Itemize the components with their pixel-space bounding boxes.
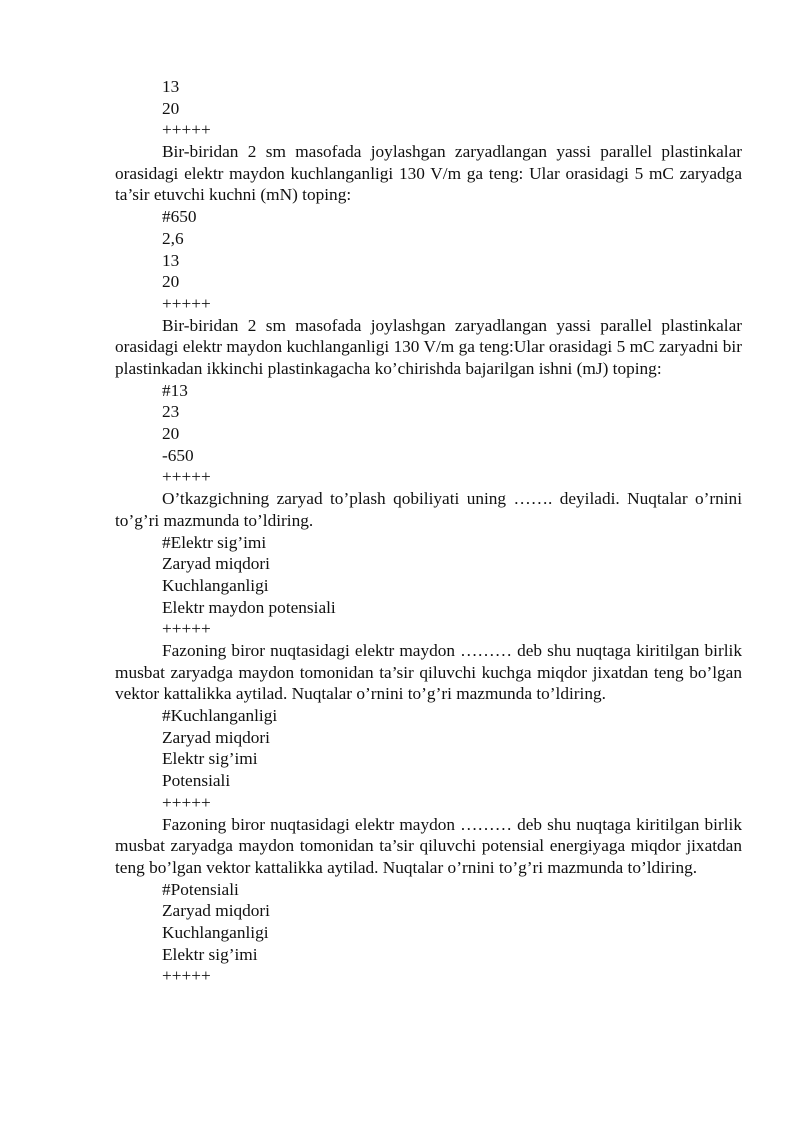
answer-option-correct: #Elektr sig’imi — [162, 532, 267, 552]
question-text: O’tkazgichning zaryad to’plash qobiliyati uning ……. deyiladi. Nuqtalar o’rnini to’g’ri mazmunda to’ldiring. — [115, 489, 742, 530]
answer-option: 23 — [162, 402, 180, 422]
question-separator: +++++ — [162, 619, 211, 639]
answer-option: Zaryad miqdori — [162, 727, 270, 747]
answer-option: Kuchlanganligi — [162, 923, 269, 943]
answer-option-correct: #Potensiali — [162, 879, 239, 899]
question-separator: +++++ — [162, 293, 211, 313]
answer-option: 13 — [162, 77, 180, 96]
answer-option: Elektr maydon potensiali — [162, 597, 336, 617]
question-separator: +++++ — [162, 792, 211, 812]
answer-option: Kuchlanganligi — [162, 575, 269, 595]
answer-option: 20 — [162, 98, 180, 118]
answer-option: Zaryad miqdori — [162, 901, 270, 921]
question-separator: +++++ — [162, 120, 211, 140]
answer-option: -650 — [162, 445, 194, 465]
question-text: Bir-biridan 2 sm masofada joylashgan zaryadlangan yassi parallel plastinkalar orasidagi elektr maydon kuchlanganligi 130 V/m ga teng: Ular orasidagi 5 mC zaryadga ta’sir etuvchi kuchni (mN) toping: — [115, 142, 742, 205]
question-text: Fazoning biror nuqtasidagi elektr maydon ……… deb shu nuqtaga kiritilgan birlik musbat zaryadga maydon tomonidan ta’sir qiluvchi potensial energiyaga miqdor jixatdan teng bo’lgan vektor kattalikka aytilad. Nuqtalar o’rnini to’g’ri mazmunda to’ldiring. — [115, 814, 742, 877]
question-separator: +++++ — [162, 467, 211, 487]
question-text: Fazoning biror nuqtasidagi elektr maydon ……… deb shu nuqtaga kiritilgan birlik musbat zaryadga maydon tomonidan ta’sir qiluvchi kuchga miqdor jixatdan teng bo’lgan vektor kattalikka aytilad. Nuqtalar o’rnini to’g’ri mazmunda to’ldiring. — [115, 641, 742, 704]
answer-option-correct: #13 — [162, 380, 188, 400]
answer-option: 13 — [162, 250, 180, 270]
question-separator: +++++ — [162, 966, 211, 986]
answer-option: Zaryad miqdori — [162, 554, 270, 574]
answer-option: 20 — [162, 272, 180, 292]
answer-option-correct: #650 — [162, 207, 197, 227]
answer-option: Elektr sig’imi — [162, 944, 258, 964]
answer-option: 20 — [162, 424, 180, 444]
document-page — [115, 76, 742, 987]
question-text: Bir-biridan 2 sm masofada joylashgan zaryadlangan yassi parallel plastinkalar orasidagi elektr maydon kuchlanganligi 130 V/m ga teng:Ular orasidagi 5 mC zaryadni bir plastinkadan ikkinchi plastinkagacha ko’chirishda bajarilgan ishni (mJ) toping: — [115, 315, 742, 379]
answer-option-correct: #Kuchlanganligi — [162, 706, 278, 726]
answer-option: 2,6 — [162, 228, 184, 248]
answer-option: Potensiali — [162, 771, 231, 791]
answer-option: Elektr sig’imi — [162, 749, 258, 769]
